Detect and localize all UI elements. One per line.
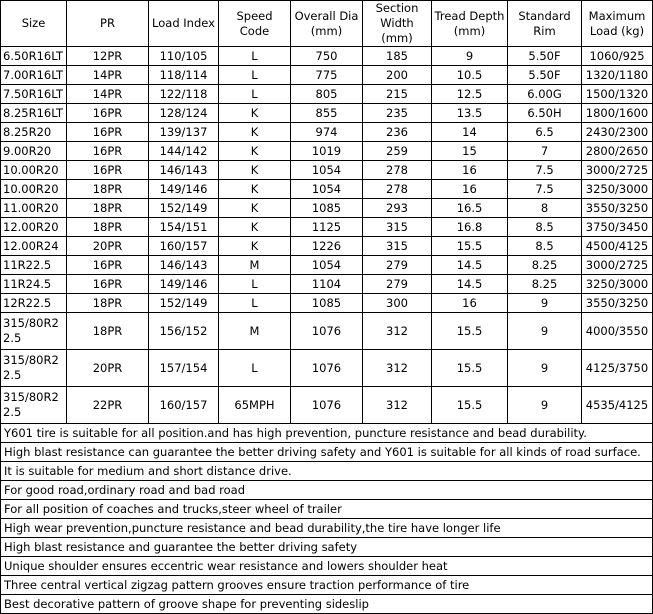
note-row [1, 557, 653, 576]
cell-pr: 20PR [67, 237, 149, 256]
cell-load-index: 122/118 [149, 85, 219, 104]
note-text: High blast resistance and guarantee the better driving safety [1, 538, 653, 557]
cell-standard-rim: 7.5 [508, 161, 582, 180]
cell-pr: 16PR [67, 142, 149, 161]
table-row [1, 199, 653, 218]
note-text: It is suitable for medium and short distance drive. [1, 462, 653, 481]
cell-overall-dia: 1076 [291, 350, 363, 387]
cell-load-index: 139/137 [149, 123, 219, 142]
cell-speed-code: L [219, 294, 291, 313]
cell-max-load: 1060/925 [582, 47, 653, 66]
cell-load-index: 160/157 [149, 387, 219, 424]
cell-max-load: 3250/3000 [582, 275, 653, 294]
header-row [1, 1, 653, 47]
cell-pr: 18PR [67, 199, 149, 218]
cell-tread-depth: 16 [432, 294, 508, 313]
cell-pr: 18PR [67, 294, 149, 313]
cell-speed-code: K [219, 104, 291, 123]
cell-speed-code: K [219, 123, 291, 142]
cell-speed-code: M [219, 256, 291, 275]
cell-standard-rim: 7 [508, 142, 582, 161]
cell-size: 12.00R24 [1, 237, 67, 256]
cell-section-width: 315 [363, 218, 432, 237]
cell-tread-depth: 15.5 [432, 313, 508, 350]
cell-overall-dia: 1226 [291, 237, 363, 256]
table-row [1, 313, 653, 350]
cell-pr: 16PR [67, 275, 149, 294]
cell-max-load: 4125/3750 [582, 350, 653, 387]
cell-max-load: 3000/2725 [582, 161, 653, 180]
cell-section-width: 278 [363, 180, 432, 199]
note-row [1, 576, 653, 595]
cell-max-load: 4500/4125 [582, 237, 653, 256]
cell-section-width: 312 [363, 313, 432, 350]
cell-size: 9.00R20 [1, 142, 67, 161]
header-section-width: Section Width (mm) [363, 1, 432, 47]
cell-pr: 14PR [67, 85, 149, 104]
cell-pr: 16PR [67, 123, 149, 142]
note-row [1, 481, 653, 500]
cell-overall-dia: 1019 [291, 142, 363, 161]
cell-max-load: 4535/4125 [582, 387, 653, 424]
cell-max-load: 1500/1320 [582, 85, 653, 104]
cell-overall-dia: 1125 [291, 218, 363, 237]
note-row [1, 500, 653, 519]
cell-tread-depth: 14 [432, 123, 508, 142]
cell-speed-code: K [219, 180, 291, 199]
cell-speed-code: L [219, 275, 291, 294]
cell-tread-depth: 14.5 [432, 275, 508, 294]
note-text: Y601 tire is suitable for all position.and has high prevention, puncture resistance and bead durability. [1, 424, 653, 443]
cell-load-index: 149/146 [149, 180, 219, 199]
note-row [1, 424, 653, 443]
cell-section-width: 259 [363, 142, 432, 161]
cell-section-width: 236 [363, 123, 432, 142]
note-text: High wear prevention,puncture resistance and bead durability,the tire have longer life [1, 519, 653, 538]
table-row [1, 66, 653, 85]
cell-overall-dia: 1054 [291, 256, 363, 275]
cell-max-load: 3550/3250 [582, 199, 653, 218]
cell-standard-rim: 7.5 [508, 180, 582, 199]
cell-tread-depth: 13.5 [432, 104, 508, 123]
header-pr: PR [67, 1, 149, 47]
cell-pr: 12PR [67, 47, 149, 66]
cell-speed-code: K [219, 161, 291, 180]
cell-pr: 16PR [67, 161, 149, 180]
cell-load-index: 156/152 [149, 313, 219, 350]
cell-standard-rim: 8.25 [508, 256, 582, 275]
note-row [1, 519, 653, 538]
table-row [1, 275, 653, 294]
note-text: For all position of coaches and trucks,steer wheel of trailer [1, 500, 653, 519]
cell-load-index: 128/124 [149, 104, 219, 123]
cell-speed-code: L [219, 350, 291, 387]
tire-size-rows [1, 47, 653, 424]
cell-size: 11R22.5 [1, 256, 67, 275]
table-row [1, 350, 653, 387]
cell-speed-code: L [219, 47, 291, 66]
table-row [1, 161, 653, 180]
cell-section-width: 279 [363, 256, 432, 275]
table-row [1, 256, 653, 275]
cell-section-width: 279 [363, 275, 432, 294]
cell-pr: 22PR [67, 387, 149, 424]
cell-load-index: 110/105 [149, 47, 219, 66]
cell-speed-code: K [219, 142, 291, 161]
cell-standard-rim: 8.25 [508, 275, 582, 294]
cell-max-load: 2800/2650 [582, 142, 653, 161]
header-size: Size [1, 1, 67, 47]
cell-section-width: 278 [363, 161, 432, 180]
cell-speed-code: K [219, 218, 291, 237]
cell-pr: 18PR [67, 180, 149, 199]
cell-pr: 20PR [67, 350, 149, 387]
cell-size: 7.50R16LT [1, 85, 67, 104]
cell-speed-code: K [219, 199, 291, 218]
cell-pr: 14PR [67, 66, 149, 85]
table-row [1, 294, 653, 313]
cell-size: 315/80R22.5 [1, 387, 67, 424]
cell-tread-depth: 10.5 [432, 66, 508, 85]
cell-overall-dia: 1104 [291, 275, 363, 294]
cell-tread-depth: 16 [432, 180, 508, 199]
cell-max-load: 3750/3450 [582, 218, 653, 237]
header-max-load: Maximum Load (kg) [582, 1, 653, 47]
note-text: Best decorative pattern of groove shape for preventing sideslip [1, 595, 653, 614]
table-row [1, 85, 653, 104]
cell-standard-rim: 5.50F [508, 66, 582, 85]
cell-tread-depth: 15.5 [432, 387, 508, 424]
cell-speed-code: K [219, 237, 291, 256]
cell-section-width: 312 [363, 350, 432, 387]
cell-size: 11R24.5 [1, 275, 67, 294]
cell-size: 315/80R22.5 [1, 350, 67, 387]
cell-standard-rim: 9 [508, 350, 582, 387]
cell-section-width: 185 [363, 47, 432, 66]
cell-standard-rim: 8.5 [508, 237, 582, 256]
cell-overall-dia: 1076 [291, 313, 363, 350]
cell-speed-code: M [219, 313, 291, 350]
cell-size: 8.25R16LT [1, 104, 67, 123]
cell-tread-depth: 14.5 [432, 256, 508, 275]
cell-standard-rim: 8 [508, 199, 582, 218]
header-speed-code: Speed Code [219, 1, 291, 47]
cell-size: 7.00R16LT [1, 66, 67, 85]
cell-pr: 18PR [67, 218, 149, 237]
cell-load-index: 146/143 [149, 256, 219, 275]
cell-tread-depth: 15.5 [432, 237, 508, 256]
cell-section-width: 200 [363, 66, 432, 85]
cell-max-load: 1800/1600 [582, 104, 653, 123]
note-row [1, 443, 653, 462]
cell-load-index: 152/149 [149, 199, 219, 218]
note-row [1, 462, 653, 481]
cell-overall-dia: 1085 [291, 199, 363, 218]
cell-size: 12R22.5 [1, 294, 67, 313]
note-row [1, 538, 653, 557]
header-tread-depth: Tread Depth (mm) [432, 1, 508, 47]
cell-size: 8.25R20 [1, 123, 67, 142]
note-row [1, 595, 653, 614]
header-standard-rim: Standard Rim [508, 1, 582, 47]
table-row [1, 387, 653, 424]
header-overall-dia: Overall Dia (mm) [291, 1, 363, 47]
cell-section-width: 215 [363, 85, 432, 104]
cell-tread-depth: 15 [432, 142, 508, 161]
cell-load-index: 157/154 [149, 350, 219, 387]
cell-pr: 18PR [67, 313, 149, 350]
cell-size: 315/80R22.5 [1, 313, 67, 350]
cell-section-width: 300 [363, 294, 432, 313]
cell-max-load: 4000/3550 [582, 313, 653, 350]
cell-overall-dia: 974 [291, 123, 363, 142]
cell-section-width: 293 [363, 199, 432, 218]
cell-size: 12.00R20 [1, 218, 67, 237]
table-row [1, 218, 653, 237]
feature-notes [1, 424, 653, 614]
cell-overall-dia: 750 [291, 47, 363, 66]
cell-speed-code: L [219, 85, 291, 104]
cell-size: 10.00R20 [1, 180, 67, 199]
cell-load-index: 118/114 [149, 66, 219, 85]
cell-load-index: 146/143 [149, 161, 219, 180]
cell-section-width: 315 [363, 237, 432, 256]
cell-overall-dia: 1054 [291, 161, 363, 180]
cell-tread-depth: 15.5 [432, 350, 508, 387]
cell-overall-dia: 805 [291, 85, 363, 104]
note-text: Unique shoulder ensures eccentric wear resistance and lowers shoulder heat [1, 557, 653, 576]
cell-load-index: 144/142 [149, 142, 219, 161]
cell-size: 10.00R20 [1, 161, 67, 180]
table-row [1, 123, 653, 142]
cell-speed-code: L [219, 66, 291, 85]
cell-standard-rim: 5.50F [508, 47, 582, 66]
cell-tread-depth: 16 [432, 161, 508, 180]
note-text: For good road,ordinary road and bad road [1, 481, 653, 500]
cell-load-index: 152/149 [149, 294, 219, 313]
table-row [1, 104, 653, 123]
table-row [1, 180, 653, 199]
cell-load-index: 149/146 [149, 275, 219, 294]
cell-speed-code: 65MPH [219, 387, 291, 424]
cell-pr: 16PR [67, 104, 149, 123]
table-row [1, 47, 653, 66]
cell-max-load: 3000/2725 [582, 256, 653, 275]
cell-tread-depth: 16.8 [432, 218, 508, 237]
cell-standard-rim: 8.5 [508, 218, 582, 237]
cell-standard-rim: 6.00G [508, 85, 582, 104]
cell-standard-rim: 9 [508, 294, 582, 313]
table-row [1, 142, 653, 161]
cell-pr: 16PR [67, 256, 149, 275]
cell-max-load: 3250/3000 [582, 180, 653, 199]
cell-standard-rim: 9 [508, 387, 582, 424]
cell-overall-dia: 775 [291, 66, 363, 85]
cell-max-load: 2430/2300 [582, 123, 653, 142]
cell-standard-rim: 6.50H [508, 104, 582, 123]
note-text: High blast resistance can guarantee the better driving safety and Y601 is suitable for all kinds of road surface. [1, 443, 653, 462]
cell-standard-rim: 6.5 [508, 123, 582, 142]
cell-overall-dia: 1085 [291, 294, 363, 313]
cell-tread-depth: 12.5 [432, 85, 508, 104]
table-row [1, 237, 653, 256]
cell-section-width: 312 [363, 387, 432, 424]
cell-load-index: 160/157 [149, 237, 219, 256]
cell-section-width: 235 [363, 104, 432, 123]
cell-max-load: 3550/3250 [582, 294, 653, 313]
note-text: Three central vertical zigzag pattern grooves ensure traction performance of tire [1, 576, 653, 595]
header-load-index: Load Index [149, 1, 219, 47]
cell-size: 6.50R16LT [1, 47, 67, 66]
cell-max-load: 1320/1180 [582, 66, 653, 85]
cell-overall-dia: 1076 [291, 387, 363, 424]
cell-tread-depth: 16.5 [432, 199, 508, 218]
cell-load-index: 154/151 [149, 218, 219, 237]
cell-standard-rim: 9 [508, 313, 582, 350]
cell-overall-dia: 1054 [291, 180, 363, 199]
cell-size: 11.00R20 [1, 199, 67, 218]
cell-tread-depth: 9 [432, 47, 508, 66]
cell-overall-dia: 855 [291, 104, 363, 123]
